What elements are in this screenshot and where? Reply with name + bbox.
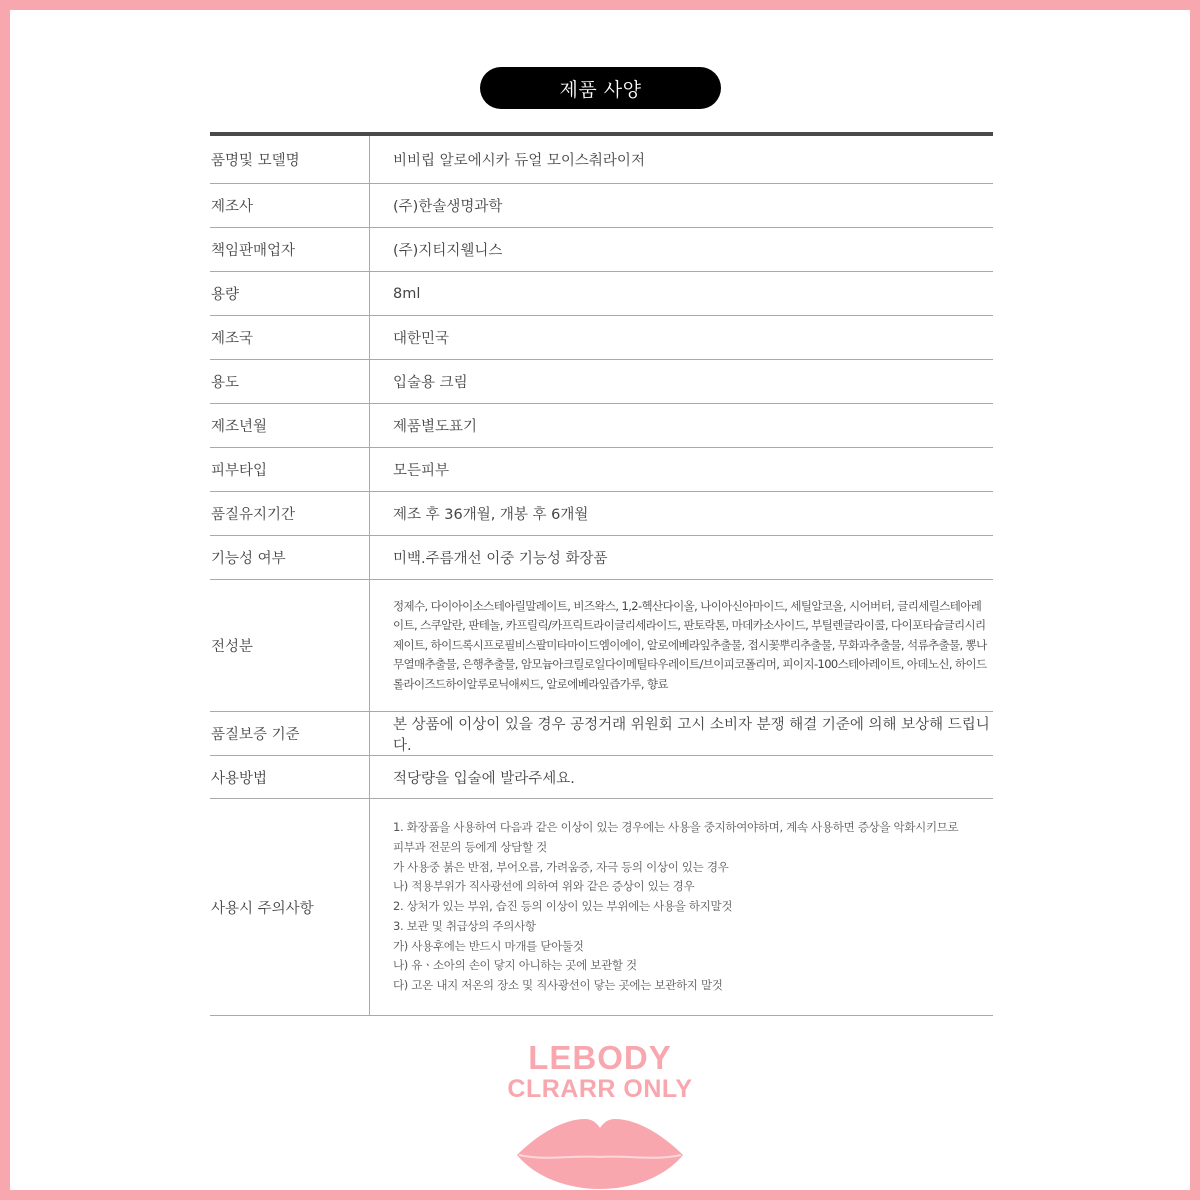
spec-label: 용량 (210, 272, 370, 315)
spec-row-directions (210, 756, 993, 799)
spec-row-cautions (210, 799, 993, 1016)
caution-line: 나) 유ㆍ소아의 손이 닿지 아니하는 곳에 보관할 것 (393, 958, 637, 973)
caution-line: 나) 적용부위가 직사광선에 의하여 위와 같은 증상이 있는 경우 (393, 879, 695, 894)
spec-row-country (210, 316, 993, 360)
spec-row-functional (210, 536, 993, 580)
spec-label: 품명및 모델명 (210, 136, 370, 183)
spec-row-warranty (210, 712, 993, 756)
spec-value: 입술용 크림 (393, 375, 468, 391)
cautions-list (370, 799, 993, 1015)
spec-label: 기능성 여부 (210, 536, 370, 579)
caution-line: 가 사용중 붉은 반점, 부어오름, 가려움증, 자극 등의 이상이 있는 경우 (393, 859, 729, 874)
spec-value: 8ml (393, 285, 421, 302)
spec-row-ingredients (210, 580, 993, 712)
spec-value: 제조 후 36개월, 개봉 후 6개월 (393, 507, 589, 523)
spec-row-seller (210, 228, 993, 272)
caution-line: 다) 고온 내지 저온의 장소 및 직사광선이 닿는 곳에는 보관하지 말것 (393, 978, 723, 993)
spec-row-usage (210, 360, 993, 404)
spec-value: (주)지티지웰니스 (393, 243, 503, 259)
spec-label: 품질보증 기준 (210, 712, 370, 755)
spec-label: 책임판매업자 (210, 228, 370, 271)
spec-value: 적당량을 입술에 발라주세요. (393, 770, 575, 787)
spec-value: 모든피부 (393, 463, 450, 479)
caution-line: 1. 화장품을 사용하여 다음과 같은 이상이 있는 경우에는 사용을 중지하여야하며, 계속 사용하면 증상을 악화시키므로 (393, 819, 959, 834)
spec-row-date (210, 404, 993, 448)
spec-label: 품질유지기간 (210, 492, 370, 535)
spec-row-volume (210, 272, 993, 316)
spec-value: 대한민국 (393, 331, 450, 347)
spec-value: (주)한솔생명과학 (393, 199, 503, 215)
caution-line: 2. 상처가 있는 부위, 습진 등의 이상이 있는 부위에는 사용을 하지말것 (393, 899, 733, 914)
spec-label: 사용방법 (210, 756, 370, 798)
spec-label: 제조사 (210, 184, 370, 227)
spec-table (210, 132, 993, 1016)
brand-tagline: CLRARR ONLY (507, 1075, 693, 1103)
spec-label: 피부타입 (210, 448, 370, 491)
spec-row-skin-type (210, 448, 993, 492)
spec-value: 제품별도표기 (393, 419, 478, 435)
spec-label: 전성분 (210, 580, 370, 711)
spec-label: 제조년월 (210, 404, 370, 447)
spec-row-manufacturer (210, 184, 993, 228)
spec-row-shelf-life (210, 492, 993, 536)
spec-row-model (210, 136, 993, 184)
lips-icon (515, 1117, 685, 1190)
ingredients-text: 정제수, 다이아이소스테아릴말레이트, 비즈왁스, 1,2-헥산다이올, 나이아신아마이드, 세틸알코올, 시어버터, 글리세릴스테아레이트, 스쿠알란, 판테놀, 카프릴릭/카프릭트라이글리세라이드, 판토락톤, 마데카소사이드, 부틸렌글라이콜, 다이포타슘글리시리제이트, 하이드록시프로필비스팔미타마이드엠이에이, 알로에베라잎추출물, 접시꽃뿌리추출물, 무화과추출물, 석류추출물, 뽕나무열매추출물, 은행추출물, 암모늄아크릴로일다이메틸타우레이트/브이피코폴리머, 피이지-100스테아레이트, 아데노신, 하이드롤라이즈드하이알루로닉애씨드, 알로에베라잎즙가루, 향료 (393, 598, 987, 691)
caution-line: 피부과 전문의 등에게 상담할 것 (393, 839, 547, 854)
page-frame (10, 10, 1190, 1190)
spec-label: 용도 (210, 360, 370, 403)
spec-label: 제조국 (210, 316, 370, 359)
caution-line: 가) 사용후에는 반드시 마개를 닫아둘것 (393, 938, 584, 953)
spec-value: 본 상품에 이상이 있을 경우 공정거래 위원회 고시 소비자 분쟁 해결 기준에 의해 보상해 드립니다. (393, 716, 990, 754)
spec-label: 사용시 주의사항 (210, 799, 370, 1015)
spec-value: 미백.주름개선 이중 기능성 화장품 (393, 551, 608, 567)
spec-value: 비비립 알로에시카 듀얼 모이스춰라이저 (393, 153, 645, 169)
section-title: 제품 사양 (480, 67, 721, 109)
caution-line: 3. 보관 및 취급상의 주의사항 (393, 918, 536, 933)
brand-name: LEBODY (528, 1039, 672, 1076)
